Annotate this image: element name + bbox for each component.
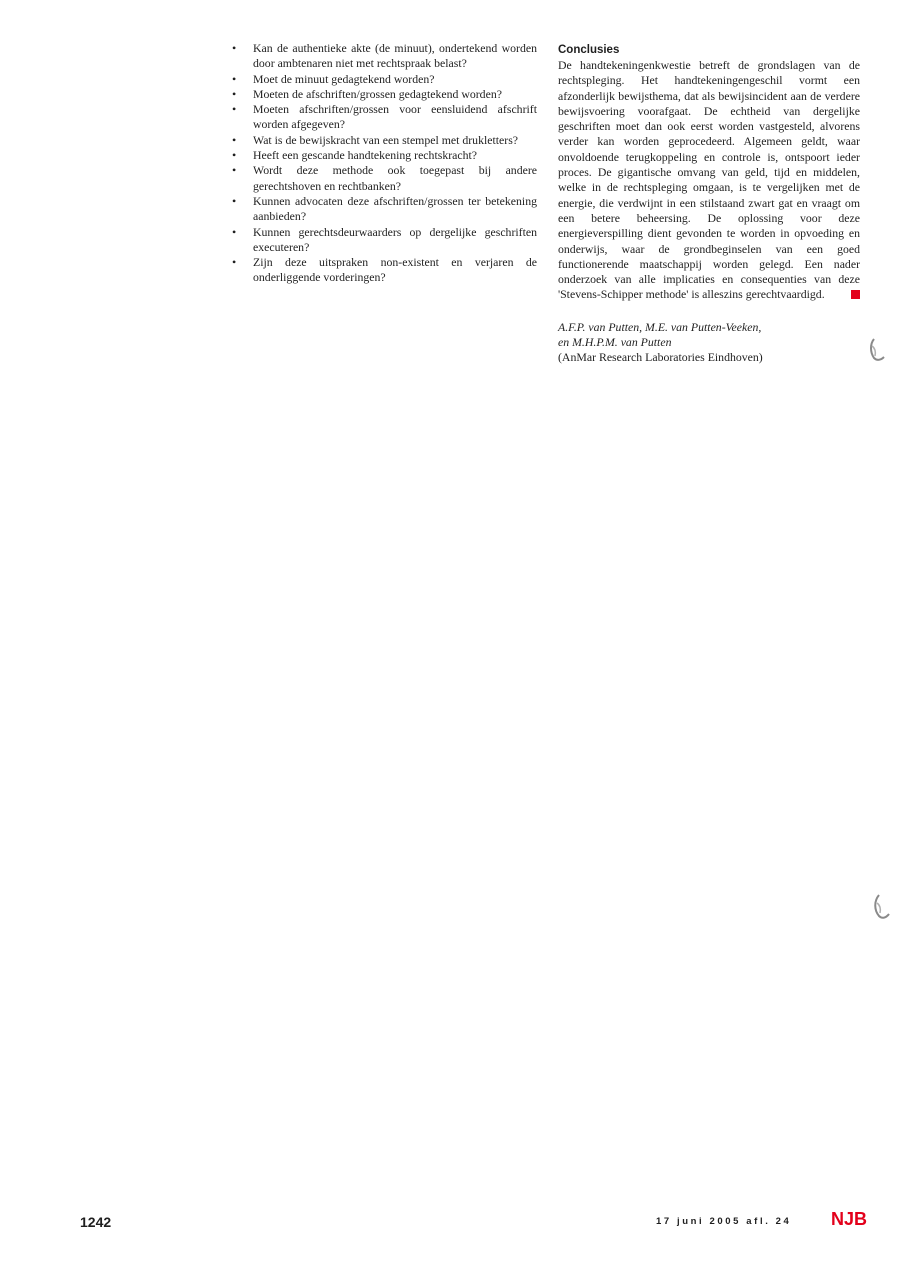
author-affiliation: (AnMar Research Laboratories Eindhoven) [558,350,763,365]
question-text: Kunnen gerechtsdeurwaarders op dergelijke geschriften executeren? [253,224,537,254]
conclusion-paragraph [558,58,860,303]
question-list-item [232,41,537,72]
question-list-item [232,163,537,194]
question-list [232,41,537,286]
scan-artifact-icon [866,336,886,364]
question-list-item [232,255,537,286]
bullet-icon: • [232,71,237,86]
conclusion-text: De handtekeningenkwestie betreft de grondslagen van de rechtspleging. Het handtekeningengeschil vormt een afzonderlijk bewijsthema, dat als bewijsincident aan de verdere bewijsvoering voorafgaat. De echtheid van dergelijke geschriften moet dan ook eerst worden vastgesteld, alvorens verder kan worden geprocedeerd. Algemeen geldt, waar onvoldoende terugkoppeling en controle is, ontspoort ieder proces. De gigantische omvang van geld, tijd en middelen, welke in de rechtspleging omgaan, is te vergelijken met de energie, die verdwijnt in een stilstaand zwart gat en vraagt om een betere beheersing. De oplossing voor deze energieverspilling dient gevonden te worden in opvoeding en onderwijs, waar de grondbeginselen van een goed functionerende maatschappij worden gelegd. Een nader onderzoek van alle implicaties en consequenties van deze 'Stevens-Schipper methode' is alleszins gerechtvaardigd. [558,58,860,302]
issue-date: 17 juni 2005 afl. 24 [656,1216,792,1227]
bullet-icon: • [232,163,237,178]
question-text: Moeten afschriften/grossen voor eensluidend afschrift worden afgegeven? [253,102,537,132]
question-list-column [232,41,537,286]
bullet-icon: • [232,224,237,239]
question-list-item [232,194,537,225]
conclusion-column [558,43,860,366]
page-number: 1242 [80,1214,112,1230]
question-list-item [232,102,537,133]
author-block [558,320,860,366]
question-text: Moeten de afschriften/grossen gedagtekend worden? [253,86,502,101]
bullet-icon: • [232,148,237,163]
author-names-line-1: A.F.P. van Putten, M.E. van Putten-Veeken, [558,319,762,334]
question-list-item [232,148,537,163]
question-list-item [232,133,537,148]
question-text: Wat is de bewijskracht van een stempel met drukletters? [253,132,519,147]
bullet-icon: • [232,102,237,117]
bullet-icon: • [232,193,237,208]
conclusion-heading: Conclusies [558,44,620,56]
bullet-icon: • [232,255,237,270]
question-text: Moet de minuut gedagtekend worden? [253,71,435,86]
bullet-icon: • [232,86,237,101]
question-list-item [232,87,537,102]
question-list-item [232,72,537,87]
author-names-line-2: en M.H.P.M. van Putten [558,335,672,350]
bullet-icon: • [232,132,237,147]
question-text: Kunnen advocaten deze afschriften/grossen ter betekening aanbieden? [253,193,537,224]
scan-artifact-icon [870,892,892,922]
question-text: Zijn deze uitspraken non-existent en verjaren de onderliggende vorderingen? [253,255,537,285]
end-of-article-square-icon [851,290,860,299]
journal-logo: NJB [831,1209,868,1229]
question-list-item [232,225,537,256]
question-text: Wordt deze methode ook toegepast bij andere gerechtshoven en rechtbanken? [253,163,537,193]
question-text: Kan de authentieke akte (de minuut), ondertekend worden door ambtenaren niet met rechtspraak belast? [253,41,537,71]
bullet-icon: • [232,41,237,55]
question-text: Heeft een gescande handtekening rechtskracht? [253,148,478,163]
